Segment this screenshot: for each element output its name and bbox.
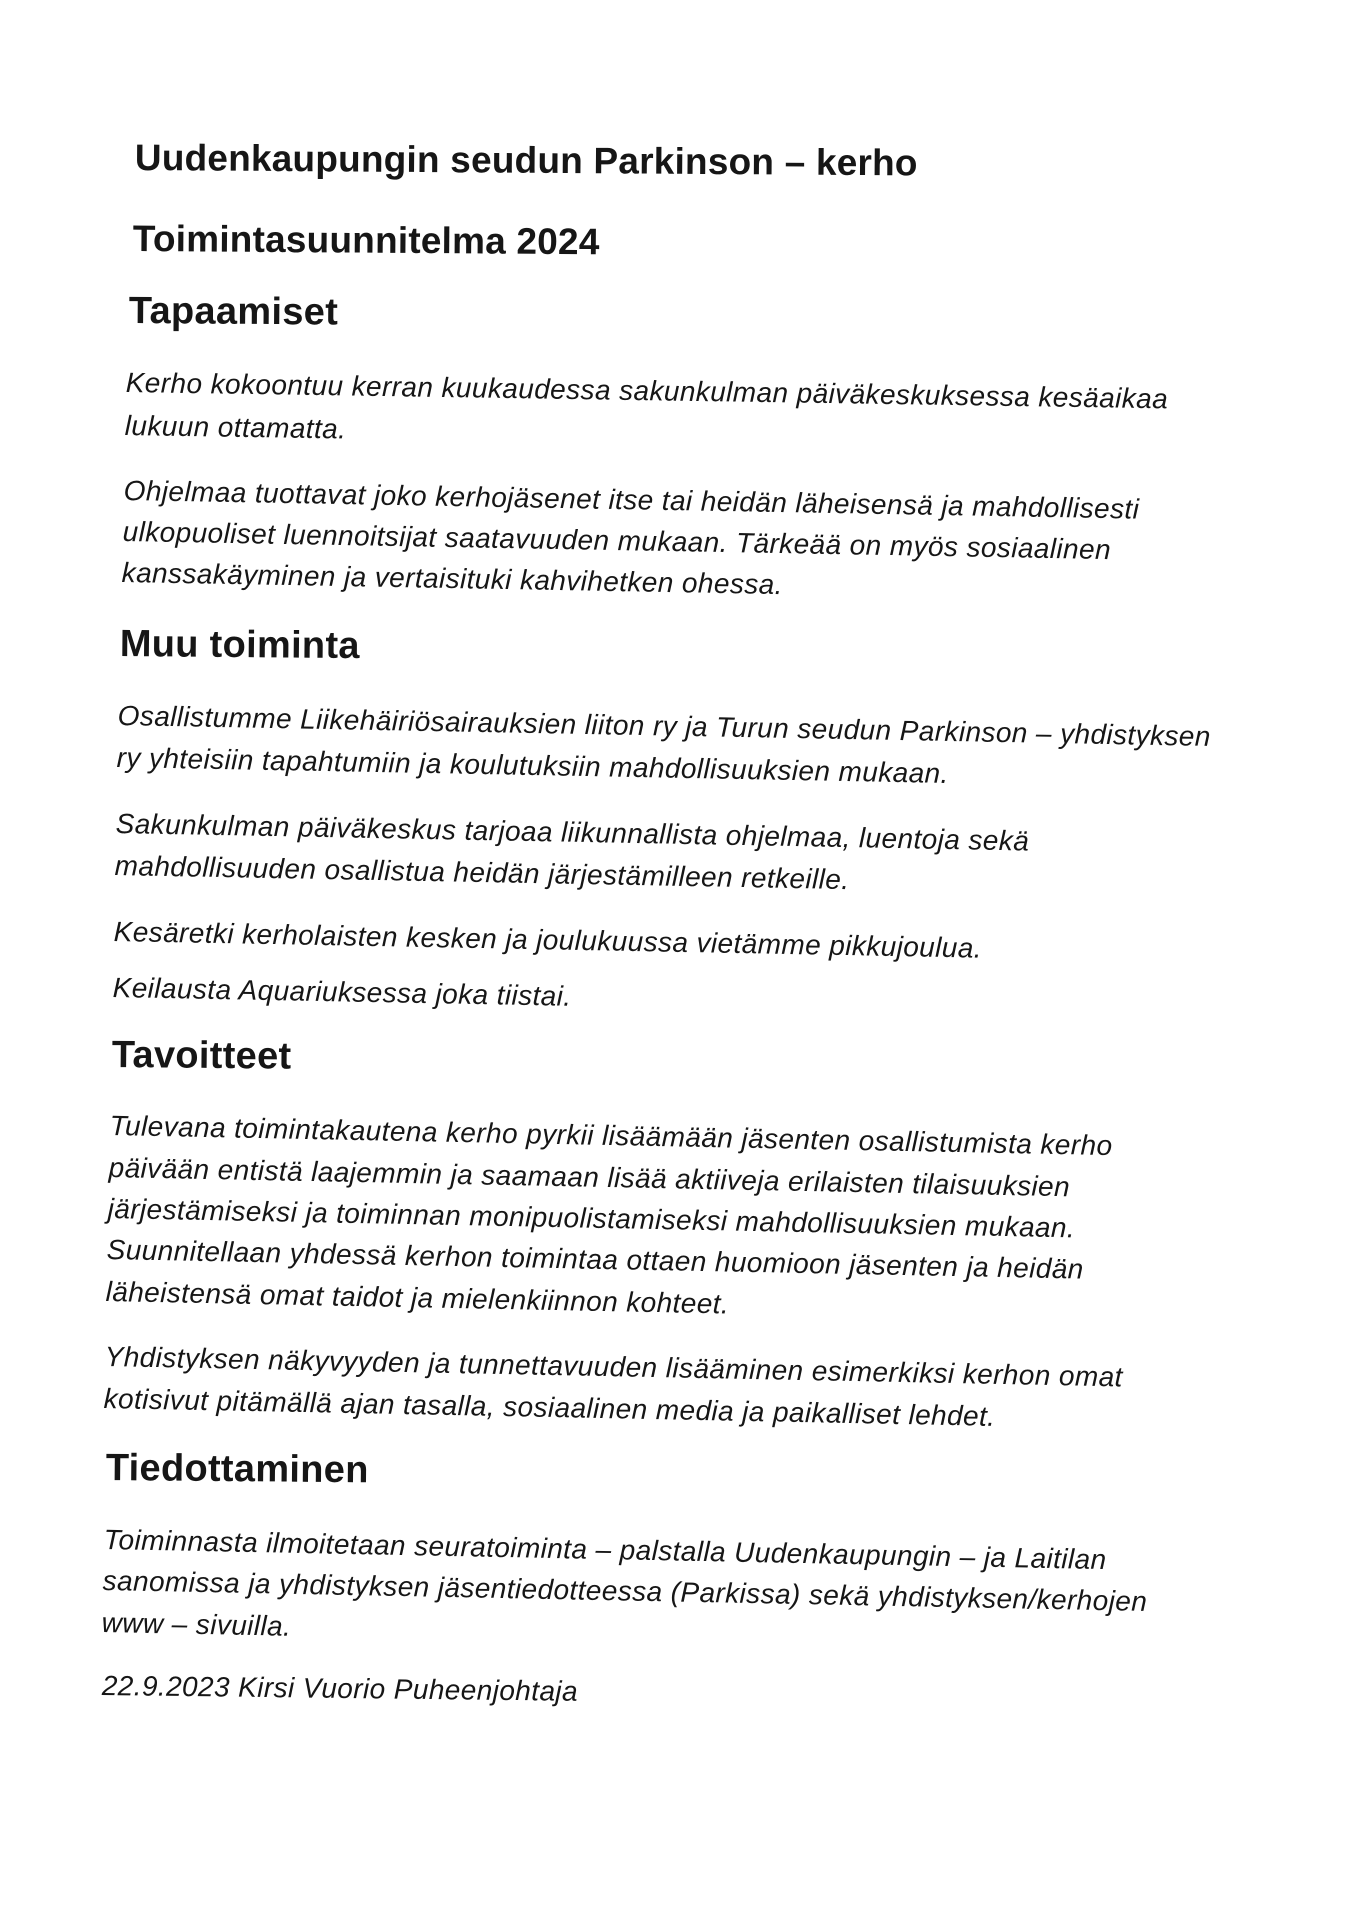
- paragraph-line: Kerho kokoontuu kerran kuukaudessa sakunkulman päiväkeskuksessa kesäaikaa: [125, 367, 1169, 415]
- paragraph-line: kotisivut pitämällä ajan tasalla, sosiaalinen media ja paikalliset lehdet.: [103, 1383, 996, 1432]
- paragraph-line: Sakunkulman päiväkeskus tarjoaa liikunnallista ohjelmaa, luentoja sekä: [115, 808, 1030, 857]
- paragraph-line: järjestämiseksi ja toiminnan monipuolistamiseksi mahdollisuuksien mukaan.: [107, 1193, 1076, 1244]
- section-heading-tavoitteet: Tavoitteet: [111, 1034, 292, 1078]
- paragraph-line: www – sivuilla.: [101, 1607, 292, 1642]
- paragraph-line: mahdollisuuden osallistua heidän järjestämilleen retkeille.: [114, 850, 850, 896]
- paragraph-line: Ohjelmaa tuottavat joko kerhojäsenet itse tai heidän läheisensä ja mahdollisesti: [123, 475, 1140, 525]
- paragraph-line: Kesäretki kerholaisten kesken ja joulukuussa vietämme pikkujoulua.: [113, 916, 983, 964]
- paragraph-line: sanomissa ja yhdistyksen jäsentiedotteessa (Parkissa) sekä yhdistyksen/kerhojen: [102, 1565, 1148, 1617]
- paragraph-line: päivään entistä laajemmin ja saamaan lisää aktiiveja erilaisten tilaisuuksien: [108, 1152, 1071, 1203]
- paragraph-line: Yhdistyksen näkyvyyden ja tunnettavuuden lisääminen esimerkiksi kerhon omat: [104, 1341, 1124, 1393]
- paragraph-line: Osallistumme Liikehäiriösairauksien liiton ry ja Turun seudun Parkinson – yhdistyksen: [117, 700, 1212, 752]
- paragraph-line: ulkopuoliset luennoitsijat saatavuuden mukaan. Tärkeää on myös sosiaalinen: [122, 516, 1112, 566]
- paragraph-line: kanssakäyminen ja vertaisituki kahvihetken ohessa.: [121, 557, 784, 601]
- paragraph-line: Keilausta Aquariuksessa joka tiistai.: [112, 972, 572, 1012]
- signature-line: 22.9.2023 Kirsi Vuorio Puheenjohtaja: [101, 1670, 579, 1707]
- section-heading-muu-toiminta: Muu toiminta: [119, 623, 361, 668]
- paragraph-line: Tulevana toimintakautena kerho pyrkii lisäämään jäsenten osallistumista kerho: [109, 1110, 1113, 1162]
- paragraph-line: Toiminnasta ilmoitetaan seuratoiminta – palstalla Uudenkaupungin – ja Laitilan: [103, 1524, 1107, 1576]
- document-subtitle: Toimintasuunnitelma 2024: [132, 218, 600, 263]
- paragraph-line: lukuun ottamatta.: [124, 410, 347, 445]
- document-title: Uudenkaupungin seudun Parkinson – kerho: [134, 137, 918, 184]
- paragraph-line: Suunnitellaan yhdessä kerhon toimintaa ottaen huomioon jäsenten ja heidän: [106, 1234, 1085, 1285]
- paragraph-line: läheistensä omat taidot ja mielenkiinnon kohteet.: [105, 1276, 730, 1320]
- paragraph-line: ry yhteisiin tapahtumiin ja koulutuksiin mahdollisuuksien mukaan.: [116, 742, 950, 789]
- section-heading-tiedottaminen: Tiedottaminen: [105, 1447, 369, 1492]
- section-heading-tapaamiset: Tapaamiset: [128, 290, 339, 334]
